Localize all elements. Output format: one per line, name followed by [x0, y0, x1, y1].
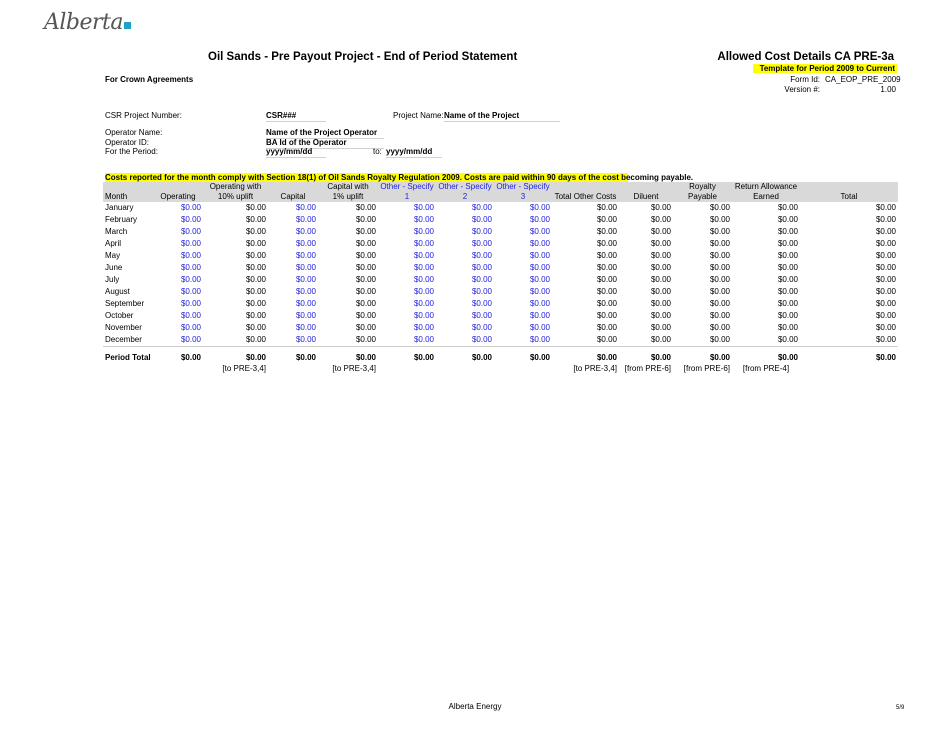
royalty-cell: $0.00 — [709, 251, 730, 260]
operator-id-label: Operator ID: — [105, 138, 150, 147]
period-total-label: Period Total — [105, 353, 151, 362]
royalty-cell: $0.00 — [709, 239, 730, 248]
other-1-cell[interactable]: $0.00 — [413, 203, 434, 212]
operating-uplift-cell: $0.00 — [245, 227, 266, 236]
version-label: Version #: — [784, 85, 820, 94]
diluent-cell: $0.00 — [650, 215, 671, 224]
diluent-cell: $0.00 — [650, 287, 671, 296]
other-3-cell[interactable]: $0.00 — [494, 334, 552, 347]
total-cell: $0.00 — [875, 263, 896, 272]
operating-uplift-cell: $0.00 — [245, 275, 266, 284]
capital-cell[interactable]: $0.00 — [295, 287, 316, 296]
capital-uplift-cell: $0.00 — [355, 311, 376, 320]
other-1-cell[interactable]: $0.00 — [413, 299, 434, 308]
reference-empty — [103, 364, 153, 374]
operating-cell[interactable]: $0.00 — [180, 215, 201, 224]
month-cell: March — [105, 227, 128, 236]
return-allowance-cell: $0.00 — [732, 334, 800, 347]
other-3-cell[interactable]: $0.00 — [529, 323, 550, 332]
col-operating-uplift: Operating with 10% uplift — [203, 182, 268, 202]
template-note: Template for Period 2009 to Current — [753, 64, 897, 73]
royalty-cell: $0.00 — [709, 299, 730, 308]
other-3-cell[interactable]: $0.00 — [529, 311, 550, 320]
capital-cell[interactable]: $0.00 — [295, 311, 316, 320]
operating-cell[interactable]: $0.00 — [153, 334, 203, 347]
capital-total: $0.00 — [295, 353, 316, 362]
other-1-cell[interactable]: $0.00 — [413, 239, 434, 248]
other-3-cell[interactable]: $0.00 — [529, 203, 550, 212]
col-total: Total — [800, 182, 898, 202]
reference-diluent: [from PRE-6] — [624, 364, 671, 373]
capital-cell[interactable]: $0.00 — [295, 215, 316, 224]
month-cell: December — [103, 334, 153, 347]
table-row — [103, 202, 898, 214]
total-other-cell: $0.00 — [552, 334, 619, 347]
other-2-cell[interactable]: $0.00 — [471, 203, 492, 212]
operating-uplift-cell: $0.00 — [245, 263, 266, 272]
other-2-cell[interactable]: $0.00 — [471, 263, 492, 272]
return-allowance-cell: $0.00 — [777, 311, 798, 320]
total-other-cell: $0.00 — [596, 299, 617, 308]
period-to-field[interactable]: yyyy/mm/dd — [386, 147, 442, 158]
operating-uplift-cell: $0.00 — [245, 215, 266, 224]
table-row — [103, 286, 898, 298]
capital-uplift-cell: $0.00 — [355, 203, 376, 212]
operating-total: $0.00 — [180, 353, 201, 362]
col-royalty: Royalty Payable — [673, 182, 732, 202]
month-cell: February — [105, 215, 138, 224]
total-cell: $0.00 — [800, 334, 898, 347]
other-2-cell[interactable]: $0.00 — [471, 299, 492, 308]
return-allowance-cell: $0.00 — [777, 299, 798, 308]
footer-text: Alberta Energy — [448, 702, 502, 711]
other-3-cell[interactable]: $0.00 — [529, 287, 550, 296]
return-allowance-cell: $0.00 — [777, 287, 798, 296]
other-2-cell[interactable]: $0.00 — [471, 287, 492, 296]
operating-uplift-total: $0.00 — [245, 353, 266, 362]
total-other-total: $0.00 — [596, 353, 617, 362]
operating-cell[interactable]: $0.00 — [180, 287, 201, 296]
capital-cell[interactable]: $0.00 — [295, 299, 316, 308]
royalty-cell: $0.00 — [709, 275, 730, 284]
operator-name-label: Operator Name: — [105, 128, 163, 137]
form-id-label: Form Id: — [790, 75, 820, 84]
diluent-cell: $0.00 — [650, 311, 671, 320]
diluent-cell: $0.00 — [650, 299, 671, 308]
operating-cell[interactable]: $0.00 — [180, 299, 201, 308]
other-2-cell[interactable]: $0.00 — [471, 251, 492, 260]
royalty-cell: $0.00 — [709, 215, 730, 224]
royalty-cell: $0.00 — [709, 287, 730, 296]
capital-cell[interactable]: $0.00 — [295, 251, 316, 260]
project-name-field[interactable]: Name of the Project — [444, 111, 560, 122]
other-2-cell[interactable]: $0.00 — [436, 334, 494, 347]
operating-uplift-cell: $0.00 — [245, 311, 266, 320]
total-cell: $0.00 — [875, 227, 896, 236]
table-row — [103, 274, 898, 286]
month-cell: August — [105, 287, 130, 296]
total-cell: $0.00 — [875, 275, 896, 284]
total-cell: $0.00 — [875, 299, 896, 308]
other-3-total: $0.00 — [529, 353, 550, 362]
total-other-cell: $0.00 — [596, 275, 617, 284]
month-cell: April — [105, 239, 122, 248]
table-row — [103, 250, 898, 262]
diluent-cell: $0.00 — [650, 203, 671, 212]
other-3-cell[interactable]: $0.00 — [529, 251, 550, 260]
alberta-logo: Alberta — [44, 10, 131, 35]
other-3-cell[interactable]: $0.00 — [529, 275, 550, 284]
total-cell: $0.00 — [875, 239, 896, 248]
other-3-cell[interactable]: $0.00 — [529, 263, 550, 272]
page-number: 5/9 — [896, 705, 905, 711]
other-2-cell[interactable]: $0.00 — [471, 239, 492, 248]
total-cell: $0.00 — [875, 287, 896, 296]
royalty-cell: $0.00 — [709, 227, 730, 236]
reference-op_uplift: [to PRE-3,4] — [222, 364, 266, 373]
reference-royalty: [from PRE-6] — [683, 364, 730, 373]
other-1-cell[interactable]: $0.00 — [413, 311, 434, 320]
other-1-cell[interactable]: $0.00 — [413, 287, 434, 296]
col-total-other: Total Other Costs — [552, 182, 619, 202]
table-row — [103, 334, 898, 347]
total-cell: $0.00 — [875, 251, 896, 260]
royalty-cell: $0.00 — [709, 203, 730, 212]
other-3-cell[interactable]: $0.00 — [529, 239, 550, 248]
other-1-cell[interactable]: $0.00 — [413, 323, 434, 332]
operating-cell[interactable]: $0.00 — [180, 263, 201, 272]
capital-cell[interactable]: $0.00 — [295, 227, 316, 236]
logo-mark-icon — [124, 22, 131, 29]
col-other-3: Other - Specify 3 — [494, 182, 552, 202]
operating-cell[interactable]: $0.00 — [180, 227, 201, 236]
other-2-total: $0.00 — [471, 353, 492, 362]
total-other-cell: $0.00 — [596, 215, 617, 224]
capital-uplift-cell: $0.00 — [355, 263, 376, 272]
return-allowance-cell: $0.00 — [777, 203, 798, 212]
period-to-label: to: — [373, 147, 382, 156]
other-2-cell[interactable]: $0.00 — [471, 323, 492, 332]
capital-cell[interactable]: $0.00 — [295, 203, 316, 212]
table-row — [103, 214, 898, 226]
total-cell: $0.00 — [875, 215, 896, 224]
capital-cell[interactable]: $0.00 — [295, 239, 316, 248]
table-header-row — [103, 182, 898, 202]
col-other-2: Other - Specify 2 — [436, 182, 494, 202]
reference-empty — [153, 364, 203, 374]
royalty-cell: $0.00 — [673, 334, 732, 347]
royalty-total: $0.00 — [709, 353, 730, 362]
operating-uplift-cell: $0.00 — [245, 203, 266, 212]
return-allowance-cell: $0.00 — [777, 239, 798, 248]
total-other-cell: $0.00 — [596, 239, 617, 248]
month-cell: October — [105, 311, 134, 320]
capital-cell[interactable]: $0.00 — [295, 323, 316, 332]
capital-uplift-cell: $0.00 — [355, 287, 376, 296]
table-row — [103, 238, 898, 250]
return-allowance-total: $0.00 — [777, 353, 798, 362]
diluent-cell: $0.00 — [650, 275, 671, 284]
other-3-cell[interactable]: $0.00 — [529, 227, 550, 236]
capital-uplift-cell: $0.00 — [355, 323, 376, 332]
return-allowance-cell: $0.00 — [777, 215, 798, 224]
table-row — [103, 310, 898, 322]
csr-field[interactable]: CSR### — [266, 111, 326, 122]
return-allowance-cell: $0.00 — [777, 263, 798, 272]
reference-empty — [268, 364, 318, 374]
total-other-cell: $0.00 — [596, 251, 617, 260]
month-cell: November — [105, 323, 142, 332]
operating-cell[interactable]: $0.00 — [180, 203, 201, 212]
reference-empty — [800, 364, 898, 374]
total-other-cell: $0.00 — [596, 311, 617, 320]
operating-uplift-cell: $0.00 — [245, 287, 266, 296]
other-1-total: $0.00 — [413, 353, 434, 362]
reference-total_other: [to PRE-3,4] — [573, 364, 617, 373]
period-from-field[interactable]: yyyy/mm/dd — [266, 147, 326, 158]
total-other-cell: $0.00 — [596, 287, 617, 296]
table-row — [103, 322, 898, 334]
period-label: For the Period: — [105, 147, 158, 156]
other-3-cell[interactable]: $0.00 — [529, 299, 550, 308]
col-month: Month — [103, 182, 153, 202]
other-1-cell[interactable]: $0.00 — [413, 215, 434, 224]
other-1-cell[interactable]: $0.00 — [413, 251, 434, 260]
diluent-cell: $0.00 — [650, 239, 671, 248]
total-other-cell: $0.00 — [596, 263, 617, 272]
return-allowance-cell: $0.00 — [777, 323, 798, 332]
other-1-cell[interactable]: $0.00 — [413, 263, 434, 272]
return-allowance-cell: $0.00 — [777, 251, 798, 260]
allowed-cost-table — [103, 182, 898, 374]
table-row — [103, 262, 898, 274]
capital-cell[interactable]: $0.00 — [295, 275, 316, 284]
operating-cell[interactable]: $0.00 — [180, 311, 201, 320]
col-capital: Capital — [268, 182, 318, 202]
col-capital-uplift: Capital with 1% uplift — [318, 182, 378, 202]
page-title: Oil Sands - Pre Payout Project - End of Period Statement — [208, 51, 518, 63]
capital-uplift-cell: $0.00 — [355, 299, 376, 308]
capital-uplift-cell: $0.00 — [355, 239, 376, 248]
other-2-cell[interactable]: $0.00 — [471, 227, 492, 236]
col-return-allowance: Return Allowance Earned — [732, 182, 800, 202]
other-1-cell[interactable]: $0.00 — [413, 275, 434, 284]
capital-uplift-cell: $0.00 — [355, 275, 376, 284]
other-2-cell[interactable]: $0.00 — [471, 215, 492, 224]
col-operating: Operating — [153, 182, 203, 202]
operating-cell[interactable]: $0.00 — [180, 239, 201, 248]
col-other-1: Other - Specify 1 — [378, 182, 436, 202]
return-allowance-cell: $0.00 — [777, 227, 798, 236]
table-row — [103, 298, 898, 310]
operating-cell[interactable]: $0.00 — [180, 251, 201, 260]
other-3-cell[interactable]: $0.00 — [529, 215, 550, 224]
operating-uplift-cell: $0.00 — [245, 323, 266, 332]
other-2-cell[interactable]: $0.00 — [471, 275, 492, 284]
operator-id-field[interactable]: BA Id of the Operator — [266, 138, 384, 149]
reference-row — [103, 364, 898, 374]
capital-uplift-cell: $0.00 — [318, 334, 378, 347]
diluent-cell: $0.00 — [650, 227, 671, 236]
form-id-value: CA_EOP_PRE_2009 — [825, 75, 901, 84]
operating-uplift-cell: $0.00 — [245, 299, 266, 308]
capital-cell[interactable]: $0.00 — [295, 263, 316, 272]
month-cell: June — [105, 263, 123, 272]
diluent-cell: $0.00 — [619, 334, 673, 347]
reference-empty — [494, 364, 552, 374]
diluent-cell: $0.00 — [650, 263, 671, 272]
period-total-row — [103, 352, 898, 364]
royalty-cell: $0.00 — [709, 323, 730, 332]
reference-cap_uplift: [to PRE-3,4] — [332, 364, 376, 373]
compliance-note: Costs reported for the month comply with Section 18(1) of Oil Sands Royalty Regulation 2009. Costs are paid within 90 days of the cost becoming payable. — [105, 173, 694, 182]
total-other-cell: $0.00 — [596, 227, 617, 236]
diluent-cell: $0.00 — [650, 323, 671, 332]
capital-uplift-cell: $0.00 — [355, 215, 376, 224]
return-allowance-cell: $0.00 — [777, 275, 798, 284]
operating-uplift-cell: $0.00 — [245, 251, 266, 260]
capital-cell[interactable]: $0.00 — [268, 334, 318, 347]
subtitle: For Crown Agreements — [105, 75, 194, 84]
total-cell: $0.00 — [875, 323, 896, 332]
operator-name-field[interactable]: Name of the Project Operator — [266, 128, 384, 139]
version-value: 1.00 — [880, 85, 896, 94]
form-title: Allowed Cost Details CA PRE-3a — [717, 51, 894, 63]
operating-uplift-cell: $0.00 — [203, 334, 268, 347]
reference-empty — [378, 364, 436, 374]
month-cell: May — [105, 251, 121, 260]
operating-uplift-cell: $0.00 — [245, 239, 266, 248]
total-cell: $0.00 — [875, 203, 896, 212]
project-name-label: Project Name: — [393, 111, 444, 120]
month-cell: July — [105, 275, 120, 284]
royalty-cell: $0.00 — [709, 311, 730, 320]
capital-uplift-cell: $0.00 — [355, 251, 376, 260]
reference-return: [from PRE-4] — [742, 364, 790, 373]
month-cell: January — [105, 203, 134, 212]
csr-label: CSR Project Number: — [105, 111, 182, 120]
royalty-cell: $0.00 — [709, 263, 730, 272]
diluent-total: $0.00 — [650, 353, 671, 362]
total-other-cell: $0.00 — [596, 323, 617, 332]
operating-cell[interactable]: $0.00 — [180, 323, 201, 332]
capital-uplift-total: $0.00 — [355, 353, 376, 362]
total-other-cell: $0.00 — [596, 203, 617, 212]
total-cell: $0.00 — [875, 311, 896, 320]
other-1-cell[interactable]: $0.00 — [413, 227, 434, 236]
month-cell: September — [105, 299, 145, 308]
other-2-cell[interactable]: $0.00 — [471, 311, 492, 320]
table-row — [103, 226, 898, 238]
reference-empty — [436, 364, 494, 374]
diluent-cell: $0.00 — [650, 251, 671, 260]
capital-uplift-cell: $0.00 — [355, 227, 376, 236]
other-1-cell[interactable]: $0.00 — [378, 334, 436, 347]
total-total: $0.00 — [875, 353, 896, 362]
operating-cell[interactable]: $0.00 — [180, 275, 201, 284]
col-diluent: Diluent — [619, 182, 673, 202]
